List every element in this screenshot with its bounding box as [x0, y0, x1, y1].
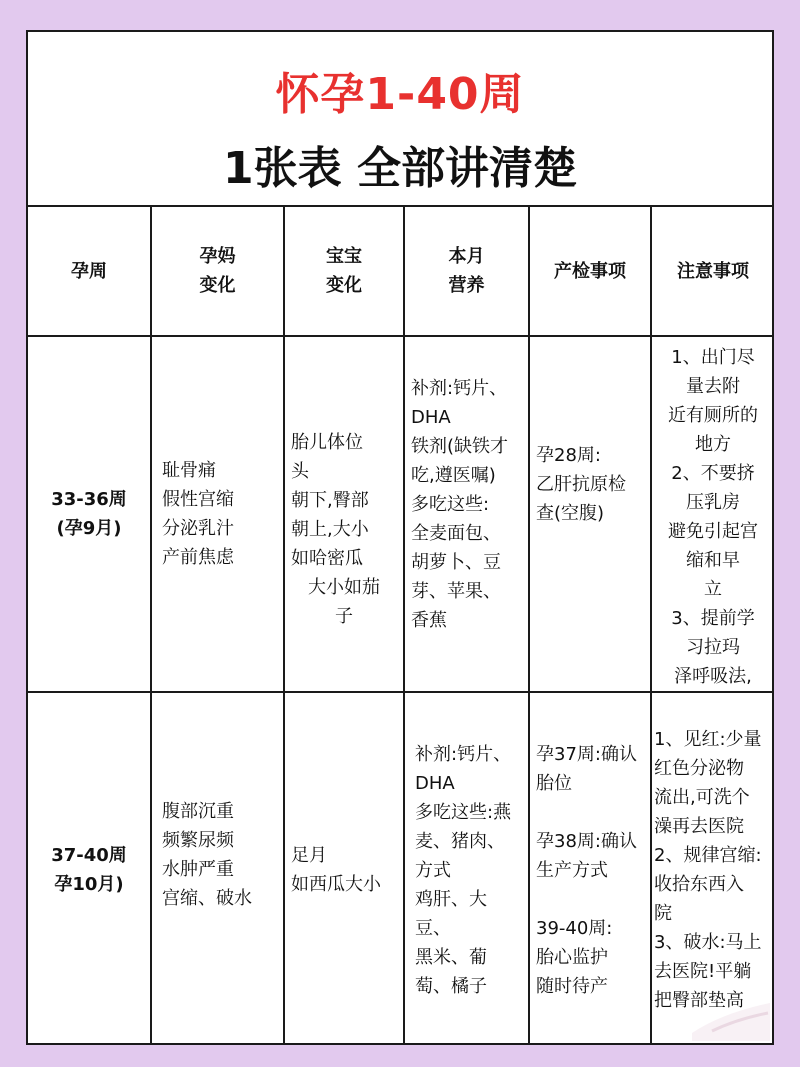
nutrition-cell: 补剂:钙片、 DHA 多吃这些:燕 麦、猪肉、 方式 鸡肝、大 豆、 黑米、葡 萄、橘子 — [404, 692, 529, 1045]
header-baby-change: 宝宝 变化 — [284, 206, 404, 336]
corner-watermark-decoration — [682, 983, 772, 1043]
mom-change-cell: 耻骨痛 假性宫缩 分泌乳汁 产前焦虑 — [151, 336, 284, 692]
title-block — [28, 32, 772, 207]
table-row — [27, 692, 774, 1045]
notes-cell: 1、出门尽 量去附 近有厕所的 地方 2、不要挤 压乳房 避免引起宫 缩和早 立 3、提前学 习拉玛 泽呼吸法, — [651, 336, 774, 692]
table-row — [27, 336, 774, 692]
header-row — [27, 206, 774, 336]
header-mom-change: 孕妈 变化 — [151, 206, 284, 336]
title-line-2: 1张表 全部讲清楚 — [223, 143, 577, 194]
baby-change-cell: 足月 如西瓜大小 — [284, 692, 404, 1045]
pregnancy-table-card — [26, 30, 774, 1045]
mom-change-cell: 腹部沉重 频繁尿频 水肿严重 宫缩、破水 — [151, 692, 284, 1045]
nutrition-cell: 补剂:钙片、 DHA 铁剂(缺铁才 吃,遵医嘱) 多吃这些: 全麦面包、 胡萝卜、豆 芽、苹果、 香蕉 — [404, 336, 529, 692]
checkup-cell: 孕28周: 乙肝抗原检 查(空腹) — [529, 336, 651, 692]
header-notes: 注意事项 — [651, 206, 774, 336]
week-cell: 33-36周 (孕9月) — [27, 336, 151, 692]
header-checkup: 产检事项 — [529, 206, 651, 336]
header-nutrition: 本月 营养 — [404, 206, 529, 336]
week-cell: 37-40周 孕10月) — [27, 692, 151, 1045]
pregnancy-table — [26, 205, 774, 1045]
header-week: 孕周 — [27, 206, 151, 336]
baby-change-cell: 胎儿体位 头 朝下,臀部 朝上,大小 如哈密瓜 大小如茄 子 — [284, 336, 404, 692]
checkup-cell: 孕37周:确认 胎位 孕38周:确认 生产方式 39-40周: 胎心监护 随时待产 — [529, 692, 651, 1045]
notes-cell: 1、见红:少量 红色分泌物 流出,可洗个 澡再去医院 2、规律宫缩: 收拾东西入 院 3、破水:马上 去医院!平躺 把臀部垫高 — [651, 692, 774, 1045]
title-line-1: 怀孕1-40周 — [275, 69, 525, 120]
